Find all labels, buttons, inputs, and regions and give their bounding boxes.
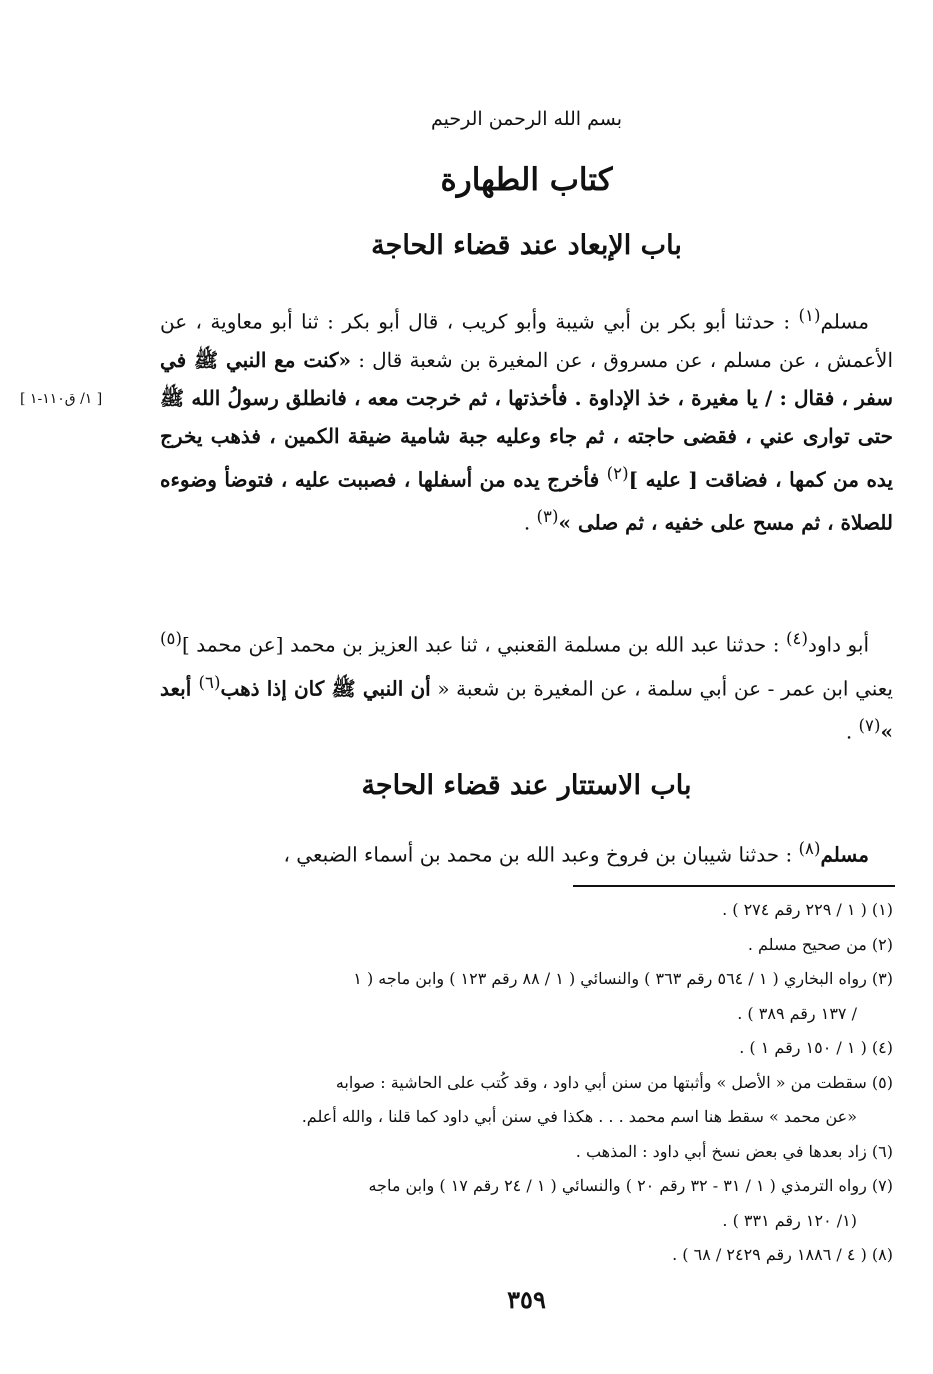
hadith-isnad: : حدثنا شيبان بن فروخ وعبد الله بن محمد بن أسماء الضبعي ، xyxy=(283,842,799,867)
book-title: كتاب الطهارة xyxy=(440,162,613,198)
hadith-paragraph-1: مسلم$^{(١)}$ : حدثنا أبو بكر بن أبي شيبة وأبو كريب ، قال أبو بكر : ثنا أبو معاوية ، عن الأعمش ، عن مسلم ، عن مسروق ، عن المغيرة بن شعبة قال : «كنت مع النبي ﷺ في سفر ، فقال : / يا مغيرة ، خذ الإداوة . فأخذتها ، ثم خرجت معه ، فانطلق رسولُ الله ﷺ حتى توارى عني ، فقضى حاجته ، ثم جاء وعليه جبة شامية ضيقة الكمين ، فذهب يخرج يده من كمها ، فضاقت [ عليه ]$^{(٢)}$ فأخرج يده من أسفلها ، فصببت عليه ، فتوضأ وضوءه للصلاة ، ثم مسح على خفيه ، ثم صلى »$^{(٣)}$ . xyxy=(160,306,893,535)
footnote-number: (١) xyxy=(871,900,893,919)
footnote-ref: (٨) xyxy=(798,839,821,858)
footnote-ref: (٦) xyxy=(198,672,221,692)
footnote-divider xyxy=(573,885,895,887)
footnote-ref: (٧) xyxy=(858,716,881,736)
footnote-6 xyxy=(160,1135,893,1170)
footnote-number: (٢) xyxy=(871,934,893,954)
hadith-text: أبعد » xyxy=(160,676,893,744)
footnote-text: سقطت من « الأصل » وأثبتها من سنن أبي داود ، وقد كُتب على الحاشية : صوابه xyxy=(335,1072,867,1092)
footnote-text: ( ٤ / ١٨٨٦ رقم ٢٤٢٩ / ٦٨ ) . xyxy=(672,1245,867,1264)
hadith-isnad: : حدثنا عبد الله بن مسلمة القعنبي ، ثنا عبد العزيز بن محمد [عن محمد ] xyxy=(181,632,787,657)
footnote-5-continued: «عن محمد » سقط هنا اسم محمد . . . هكذا في سنن أبي داود كما قلنا ، والله أعلم. xyxy=(301,1107,857,1126)
footnote-ref: (٣) xyxy=(536,507,559,527)
footnote-number: (٨) xyxy=(871,1245,893,1264)
footnote-text: رواه الترمذي ( ١ / ٣١ - ٣٢ رقم ٢٠ ) والنسائي ( ١ / ٢٤ رقم ١٧ ) وابن ماجه xyxy=(368,1176,867,1195)
hadith-source: مسلم xyxy=(820,309,869,334)
footnote-number: (٤) xyxy=(871,1038,893,1057)
hadith-paragraph-2: أبو داود$^{(٤)}$ : حدثنا عبد الله بن مسلمة القعنبي ، ثنا عبد العزيز بن محمد [عن محمد ]$^{(٥)}$ يعني ابن عمر - عن أبي سلمة ، عن المغيرة بن شعبة « أن النبي ﷺ كان إذا ذهب$^{(٦)}$ أبعد »$^{(٧)}$ . xyxy=(160,629,893,744)
chapter-title-1: باب الإبعاد عند قضاء الحاجة xyxy=(371,230,682,261)
footnotes xyxy=(160,893,893,1273)
footnote-number: (٧) xyxy=(871,1176,893,1195)
footnote-8 xyxy=(160,1238,893,1273)
footnote-text: زاد بعدها في بعض نسخ أبي داود : المذهب . xyxy=(575,1141,867,1161)
footnote-3 xyxy=(160,962,893,997)
footnote-5 xyxy=(160,1066,893,1101)
footnote-4 xyxy=(160,1031,893,1066)
footnote-1 xyxy=(160,893,893,928)
footnote-number: (٦) xyxy=(871,1141,893,1161)
footnote-text: ( ١ / ٢٢٩ رقم ٢٧٤ ) . xyxy=(722,900,867,919)
footnote-text: ( ١ / ١٥٠ رقم ١ ) . xyxy=(739,1038,867,1057)
hadith-isnad: يعني ابن عمر - عن أبي سلمة ، عن المغيرة بن شعبة « xyxy=(430,676,893,701)
basmala: بسم الله الرحمن الرحيم xyxy=(431,108,622,130)
footnote-3-continued: / ١٣٧ رقم ٣٨٩ ) . xyxy=(737,1003,857,1023)
footnote-text: من صحيح مسلم . xyxy=(747,934,867,954)
footnote-number: (٣) xyxy=(871,969,893,988)
footnote-7 xyxy=(160,1169,893,1204)
hadith-source: مسلم xyxy=(820,842,869,867)
footnote-text: رواه البخاري ( ١ / ٥٦٤ رقم ٣٦٣ ) والنسائي ( ١ / ٨٨ رقم ١٢٣ ) وابن ماجه ( ١ xyxy=(353,969,867,988)
hadith-text: فأخرج يده من أسفلها ، فصببت عليه ، فتوضأ وضوءه للصلاة ، ثم مسح على خفيه ، ثم صلى » xyxy=(160,467,893,535)
hadith-isnad: : حدثنا أبو بكر بن أبي شيبة وأبو كريب ، قال أبو بكر : ثنا أبو معاوية ، عن الأعمش ، عن مسلم ، عن مسروق ، عن المغيرة بن شعبة قال : xyxy=(160,309,893,372)
chapter-title-2: باب الاستتار عند قضاء الحاجة xyxy=(361,770,692,801)
page-number: ٣٥٩ xyxy=(507,1285,546,1314)
hadith-text: أن النبي ﷺ كان إذا ذهب xyxy=(220,676,431,701)
footnote-ref: (٢) xyxy=(606,463,629,483)
margin-manuscript-note: [ ١/ ق١١٠-١ ] xyxy=(20,391,103,407)
footnote-7-continued: (١/ ١٢٠ رقم ٣٣١ ) . xyxy=(722,1210,857,1230)
footnote-ref: (٤) xyxy=(786,629,808,648)
hadith-source: أبو داود xyxy=(807,632,869,657)
hadith-text: «كنت مع النبي ﷺ في سفر ، فقال : / يا مغيرة ، خذ الإداوة . فأخذتها ، ثم خرجت معه ، فانطلق رسولُ الله ﷺ حتى توارى عني ، فقضى حاجته ، ثم جاء وعليه جبة شامية ضيقة الكمين ، فذهب يخرج يده من كمها ، فضاقت [ عليه ] xyxy=(160,347,893,492)
footnote-ref: (١) xyxy=(798,306,821,325)
footnote-ref: (٥) xyxy=(160,629,182,648)
footnote-2 xyxy=(160,928,893,963)
footnote-number: (٥) xyxy=(871,1072,893,1092)
hadith-paragraph-3 xyxy=(160,830,893,874)
